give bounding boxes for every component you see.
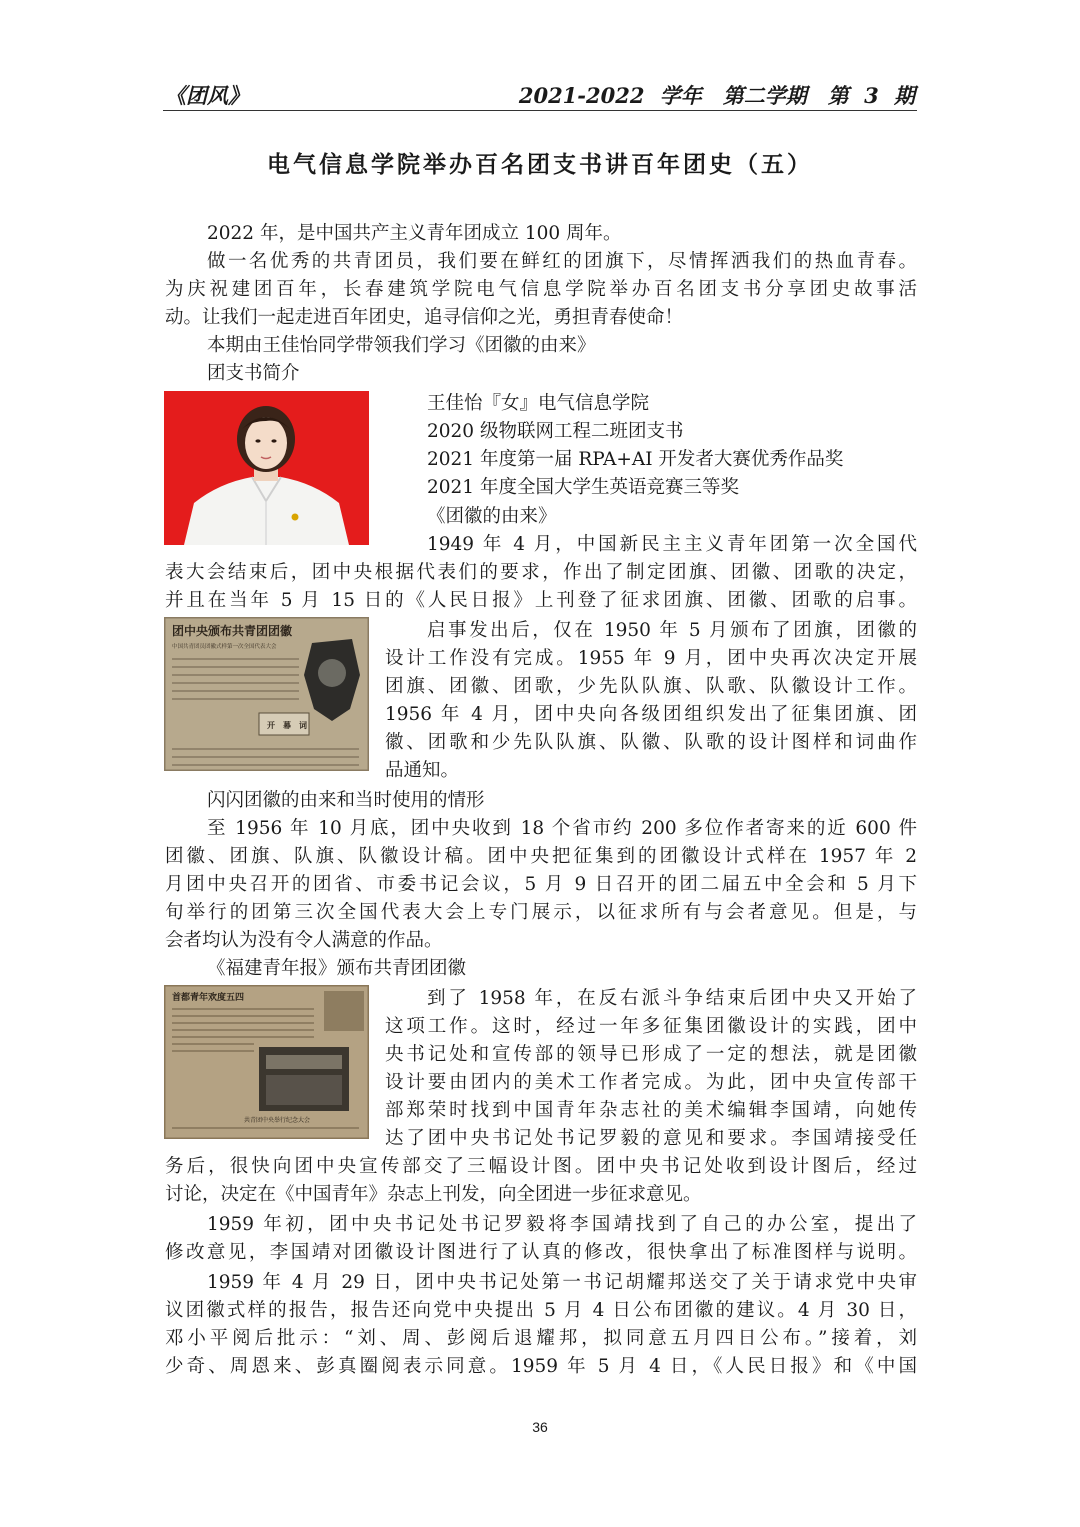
intro-line: 为庆祝建团百年，长春建筑学院电气信息学院举办百名团支书分享团史故事活 [165,279,917,300]
paragraph-line: 1949 年 4 月，中国新民主主义青年团第一次全国代 [427,534,917,555]
paragraph-line: 启事发出后，仅在 1950 年 5 月颁布了团旗，团徽的 [427,620,917,641]
newspaper1-sub: 中国共青团员团徽式样第一次全国代表大会 [172,644,277,650]
newspaper-photo-2 [164,985,369,1139]
profile-line: 2021 年度全国大学生英语竞赛三等奖 [427,477,739,498]
paragraph-line: 务后，很快向团中央宣传部交了三幅设计图。团中央书记处收到设计图后，经过 [165,1156,917,1177]
issue-info: 2021-2022 学年 第二学期 第 3 期 [518,83,915,108]
article-subtitle: 《团徽的由来》 [427,506,557,527]
paragraph-line: 旬举行的团第三次全国代表大会上专门展示，以征求所有与会者意见。但是，与 [165,902,917,923]
page-number: 36 [532,1419,548,1435]
paragraph-line: 表大会结束后，团中央根据代表们的要求，作出了制定团旗、团徽、团歌的决定， [165,562,917,583]
paragraph-line: 并且在当年 5 月 15 日的《人民日报》上刊登了征求团旗、团徽、团歌的启事。 [165,590,917,611]
paragraph-line: 1959 年 4 月 29 日，团中央书记处第一书记胡耀邦送交了关于请求党中央审 [207,1272,917,1293]
newspaper1-box: 开 幕 词 [267,720,307,730]
paragraph-line: 团旗、团徽、团歌，少先队队旗、队歌、队徽设计工作。 [385,676,917,697]
paragraph-line: 达了团中央书记处书记罗毅的意见和要求。李国靖接受任 [385,1128,917,1149]
profile-heading: 团支书简介 [207,363,300,384]
paragraph-line: 讨论，决定在《中国青年》杂志上刊发，向全团进一步征求意见。 [165,1184,702,1205]
paragraph-line: 月团中央召开的团省、市委书记会议，5 月 9 日召开的团二届五中全会和 5 月下 [165,874,917,895]
journal-name: 《团风》 [165,83,249,108]
newspaper2-headline: 首都青年欢度五四 [172,993,245,1003]
paragraph-line: 修改意见，李国靖对团徽设计图进行了认真的修改，很快拿出了标准图样与说明。 [165,1242,917,1263]
paragraph-line: 央书记处和宣传部的领导已形成了一定的想法，就是团徽 [385,1044,917,1065]
header-divider [163,110,917,111]
paragraph-line: 1956 年 4 月，团中央向各级团组织发出了征集团旗、团 [385,704,917,725]
newspaper2-caption: 共青团中央举行纪念大会 [244,1117,311,1124]
article-title: 电气信息学院举办百名团支书讲百年团史（五） [267,151,813,178]
paragraph-line: 设计工作没有完成。1955 年 9 月，团中央再次决定开展 [385,648,917,669]
paragraph-line: 少奇、周恩来、彭真圈阅表示同意。1959 年 5 月 4 日，《人民日报》和《中国 [165,1356,917,1377]
paragraph-line: 会者均认为没有令人满意的作品。 [165,930,443,951]
paragraph-line: 议团徽式样的报告，报告还向党中央提出 5 月 4 日公布团徽的建议。4 月 30 日， [165,1300,917,1321]
paragraph-line: 徽、团歌和少先队队旗、队徽、队歌的设计图样和词曲作 [385,732,917,753]
intro-line: 做一名优秀的共青团员，我们要在鲜红的团旗下，尽情挥洒我们的热血青春。 [207,251,917,272]
paragraph-line: 到了 1958 年，在反右派斗争结束后团中央又开始了 [427,988,917,1009]
profile-line: 2021 年度第一届 RPA+AI 开发者大赛优秀作品奖 [427,449,844,470]
image-caption: 闪闪团徽的由来和当时使用的情形 [207,790,485,811]
paragraph-line: 品通知。 [385,760,460,781]
paragraph-line: 设计要由团内的美术工作者完成。为此，团中央宣传部干 [385,1072,917,1093]
newspaper1-headline: 团中央颁布共青团团徽 [172,624,293,638]
paragraph-line: 1959 年初，团中央书记处书记罗毅将李国靖找到了自己的办公室，提出了 [207,1214,917,1235]
paragraph-line: 邓小平阅后批示：“刘、周、彭阅后退耀邦，拟同意五月四日公布。”接着，刘 [165,1328,917,1349]
paragraph-line: 至 1956 年 10 月底，团中央收到 18 个省市约 200 多位作者寄来的近 600 件 [207,818,917,839]
intro-line: 动。让我们一起走进百年团史，追寻信仰之光，勇担青春使命！ [165,307,684,328]
paragraph-line: 部郑荣时找到中国青年杂志社的美术编辑李国靖，向她传 [385,1100,917,1121]
newspaper-photo-1 [164,617,369,771]
profile-line: 王佳怡『女』电气信息学院 [427,393,650,414]
image-caption: 《福建青年报》颁布共青团团徽 [207,958,467,979]
intro-line: 本期由王佳怡同学带领我们学习《团徽的由来》 [207,335,596,356]
paragraph-line: 这项工作。这时，经过一年多征集团徽设计的实践，团中 [385,1016,917,1037]
intro-line: 2022 年，是中国共产主义青年团成立 100 周年。 [207,223,622,244]
paragraph-line: 团徽、团旗、队旗、队徽设计稿。团中央把征集到的团徽设计式样在 1957 年 2 [165,846,917,867]
portrait-photo [164,391,369,545]
profile-line: 2020 级物联网工程二班团支书 [427,421,684,442]
